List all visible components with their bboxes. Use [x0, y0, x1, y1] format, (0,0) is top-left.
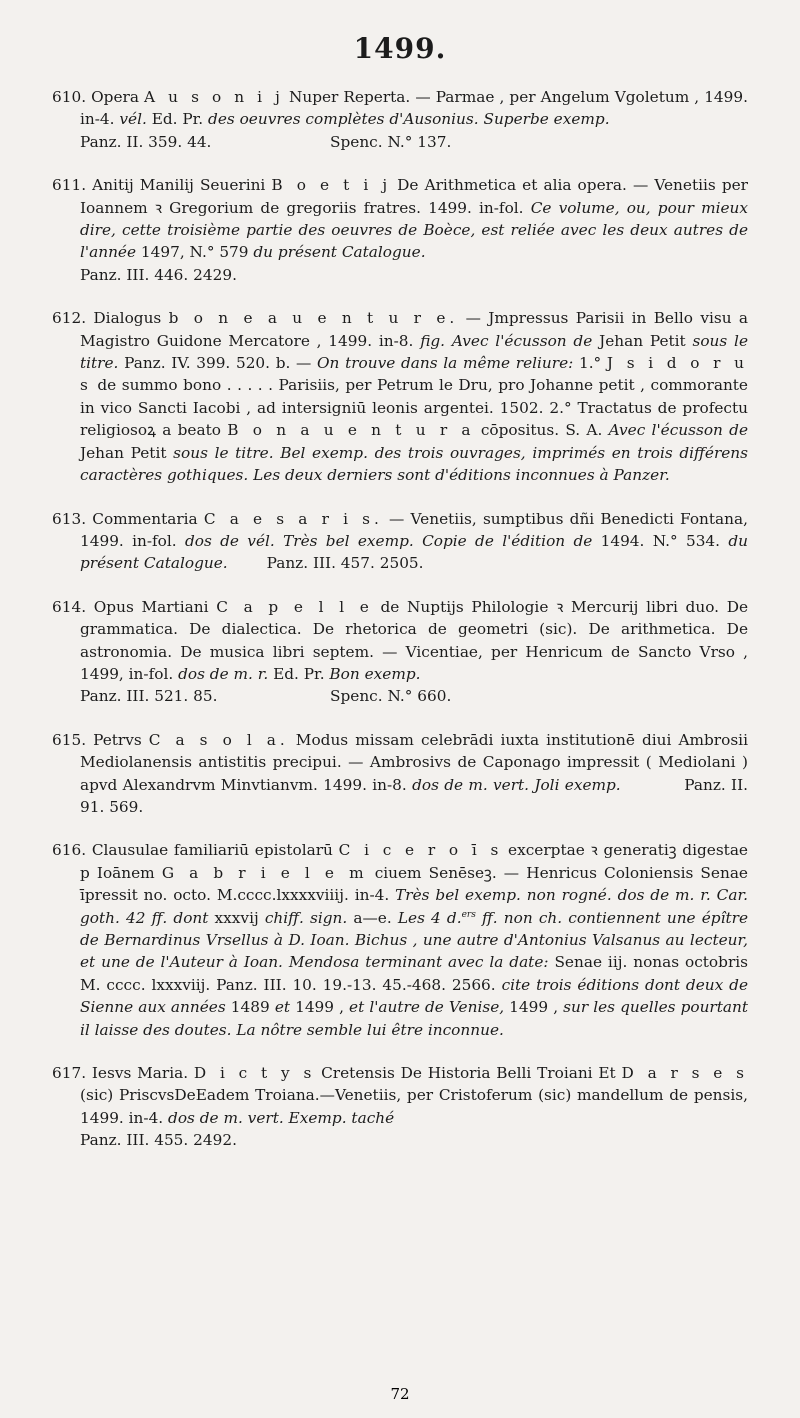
entry-italic-part: du présent Catalogue.: [253, 243, 426, 262]
page-number: 72: [390, 1385, 410, 1403]
catalogue-entry-611: [52, 174, 748, 286]
catalogue-entry-617: [52, 1062, 748, 1152]
entry-italic-part: sous le titre. Bel exemp. des trois ouvrages, imprimés en trois différens caractères gothiques. Les deux derniers sont d'éditions inconnues à Panzer.: [80, 443, 749, 485]
entry-references: [52, 131, 748, 153]
entry-text: [52, 839, 748, 1041]
author-name: D a r s e s: [621, 1064, 748, 1083]
reference-panzer: Panz. III. 457. 2505.: [266, 554, 424, 573]
entry-number: 613.: [52, 509, 87, 528]
entry-text: [52, 174, 748, 264]
entry-text-part: Clausulae familiariū epistolarū: [91, 841, 339, 860]
entry-text: [52, 86, 748, 131]
entry-text-part: 1489: [225, 998, 275, 1017]
reference-spencer: Spenc. N.° 660.: [330, 687, 452, 706]
entry-number: 611.: [52, 176, 87, 195]
entry-number: 617.: [52, 1064, 87, 1083]
entry-text-part: (sic) PriscvsDeEadem Troiana.—Venetiis, per Cristoferum (sic) mandellum de pensis, 1499. in-4.: [80, 1086, 748, 1127]
entry-text-part: 1499 ,: [290, 998, 350, 1017]
reference-panzer: Panz. III. 455. 2492.: [80, 1131, 237, 1150]
entry-text-part: Jehan Petit: [80, 443, 174, 462]
entry-text-part: 1497, N.° 579: [136, 243, 254, 262]
author-name: C a p e l l e: [216, 597, 373, 616]
author-name: D i c t y s: [193, 1064, 316, 1083]
entry-italic-part: Bon exemp.: [329, 664, 421, 683]
entry-text-part: 1494. N.° 534.: [592, 531, 729, 550]
entry-italic-part: dos de vél. Très bel exemp. Copie de l'édition de: [184, 531, 593, 550]
entry-text-part: 1.°: [573, 354, 607, 373]
entry-text-part: — Venetiis, sumptibus dñi Benedicti Fontana, 1499. in-fol.: [80, 509, 748, 550]
entry-italic-part: Les 4 d.: [397, 908, 462, 927]
catalogue-entry-616: [52, 839, 748, 1041]
entry-text-part: Cretensis De Historia Belli Troiani Et: [315, 1064, 622, 1083]
entry-italic-part: On trouve dans la même reliure:: [317, 354, 574, 373]
entry-italic-part: dos de m. vert. Exemp. taché: [168, 1108, 395, 1127]
entry-text-part: Opera: [91, 88, 145, 106]
entry-number: 615.: [52, 730, 87, 749]
entry-italic-part: Très bel exemp. non rogné. dos de m. r. Car. goth. 42 ff. dont: [80, 886, 748, 927]
entry-text-part: de Nuptijs Philologie ꝛ Mercurij libri duo. De grammatica. De dialectica. De rhetorica de geometri (sic). De arithmetica. De astronomia. De musica libri septem. — Vicentiae, per Henricum de Sancto Vrso , 1499, in-fol.: [80, 597, 749, 683]
entry-text-part: Modus missam celebrādi iuxta institutionē diui Ambrosii Mediolanensis antistitis precipui. — Ambrosivs de Caponago impressit ( Mediolani ) apvd Alexandrvm Minvtianvm. 1499. in-8.: [80, 730, 748, 794]
entry-italic-part: des oeuvres complètes d'Ausonius. Superbe exemp.: [208, 110, 610, 129]
catalogue-entry-613: [52, 508, 748, 575]
entry-italic-part: sous le titre.: [80, 331, 748, 373]
author-name: B o n a u e n t u r a: [227, 421, 475, 440]
entry-text-part: excerptae ꝛ generatiꝫ digestae p Ioānem: [80, 841, 748, 882]
entry-text-part: cōpositus. S. A.: [474, 421, 609, 440]
entry-number: 612.: [52, 309, 87, 328]
entry-text-part: Iesvs Maria.: [91, 1064, 194, 1083]
entry-text-part: a—e.: [347, 908, 398, 927]
entry-text: [52, 729, 748, 819]
author-name: C a e s a r i s.: [203, 509, 383, 528]
author-name: J s i d o r u s: [80, 354, 748, 395]
entry-text-part: de summo bono . . . . . Parisiis, per Petrum le Dru, pro Johanne petit , commorante in vico Sancti Iacobi , ad intersigniū leonis argentei. 1502. 2.° Tractatus de profectu religiosoꝝ a beato: [80, 376, 748, 440]
entry-text: [52, 1062, 748, 1129]
entry-references: [52, 264, 748, 286]
entry-italic-part: et: [274, 998, 291, 1017]
entry-text-part: Senae iij. nonas octobris M. cccc. lxxxviij. Panz. III. 10. 19.-13. 45.-468. 2566.: [80, 953, 748, 994]
reference-panzer: Panz. III. 521. 85.: [80, 687, 218, 706]
entry-italic-part: du présent Catalogue.: [80, 531, 748, 573]
reference-panzer: Panz. III. 446. 2429.: [80, 265, 237, 284]
entry-references: [52, 685, 748, 707]
entry-text: [52, 596, 748, 686]
entry-text-part: ciuem Senēseꝫ. — Henricus Coloniensis Senae īpressit no. octo. M.cccc.lxxxxviiij. in-4.: [80, 863, 748, 905]
entry-text-part: Anitij Manilij Seuerini: [92, 176, 272, 195]
entry-italic-part: ff. non ch. contiennent une épître de Bernardinus Vrsellus à D. Ioan. Bichus , une autre d'Antonius Valsanus au lecteur, et une de l'Auteur à Ioan. Mendosa terminant avec la date:: [80, 908, 748, 972]
author-name: B o e t i j: [271, 176, 392, 195]
entry-number: 614.: [52, 597, 87, 616]
superscript: ers: [461, 909, 476, 920]
entry-italic-part: vél.: [119, 110, 147, 129]
entry-text-part: Petrvs: [93, 730, 149, 749]
entry-text-part: Ed. Pr.: [268, 664, 330, 683]
author-name: C i c e r o ī s: [338, 841, 503, 860]
catalogue-entry-612: [52, 307, 748, 486]
entry-text-part: Nuper Reperta. — Parmae , per Angelum Vgoletum , 1499. in-4.: [80, 88, 748, 129]
entry-text-part: De Arithmetica et alia opera. — Venetiis per Ioannem ꝛ Gregorium de gregoriis fratres. 1499. in-fol.: [80, 176, 748, 217]
author-name: G a b r i e l e m: [161, 863, 368, 882]
entry-text-part: Jehan Petit: [592, 331, 693, 350]
entry-text: [52, 307, 748, 486]
entry-italic-part: dos de m. r.: [178, 664, 269, 683]
entry-text-part: Panz. IV. 399. 520. b. —: [118, 354, 318, 373]
entry-text-part: xxxvij: [208, 908, 265, 927]
reference-spencer: Spenc. N.° 137.: [330, 132, 452, 151]
author-name: C a s o l a.: [148, 730, 289, 749]
entry-text-part: Opus Martiani: [93, 597, 217, 616]
entry-italic-part: et l'autre de Venise,: [349, 998, 505, 1017]
entry-italic-part: Avec l'écusson de: [608, 421, 749, 440]
author-name: b o n e a u e n t u r e.: [168, 309, 459, 328]
entry-text-part: Commentaria: [92, 509, 204, 528]
entry-italic-part: dos de m. vert. Joli exemp.: [412, 775, 621, 794]
entry-number: 610.: [52, 88, 87, 106]
reference-panzer: Panz. II. 91. 569.: [80, 775, 748, 816]
reference-panzer: Panz. II. 359. 44.: [80, 132, 212, 151]
entry-text: [52, 508, 748, 575]
entry-text-part: — Jmpressus Parisii in Bello visu a Magistro Guidone Mercatore , 1499. in-8.: [80, 309, 748, 350]
entry-italic-part: chiff. sign.: [264, 908, 348, 927]
entry-italic-part: sur les quelles pourtant il laisse des doutes. La nôtre semble lui être inconnue.: [80, 998, 748, 1039]
entry-italic-part: Ce volume, ou, pour mieux dire, cette troisième partie des oeuvres de Boèce, est reliée avec les deux autres de l'année: [80, 198, 749, 262]
entry-number: 616.: [52, 841, 87, 860]
entry-text-part: Dialogus: [93, 309, 169, 328]
catalogue-entry-614: [52, 596, 748, 708]
page-heading-year: 1499.: [353, 32, 447, 65]
author-name: A u s o n i j: [144, 88, 284, 106]
catalogue-entry-615: [52, 729, 748, 819]
entry-references: [52, 1129, 748, 1151]
entry-text-part: Ed. Pr.: [146, 110, 209, 129]
catalogue-entry-610: [52, 86, 748, 153]
entry-text-part: 1499 ,: [504, 998, 564, 1017]
entry-italic-part: cite trois éditions dont deux de Sienne aux années: [80, 975, 748, 1017]
entry-italic-part: fig. Avec l'écusson de: [420, 331, 593, 350]
